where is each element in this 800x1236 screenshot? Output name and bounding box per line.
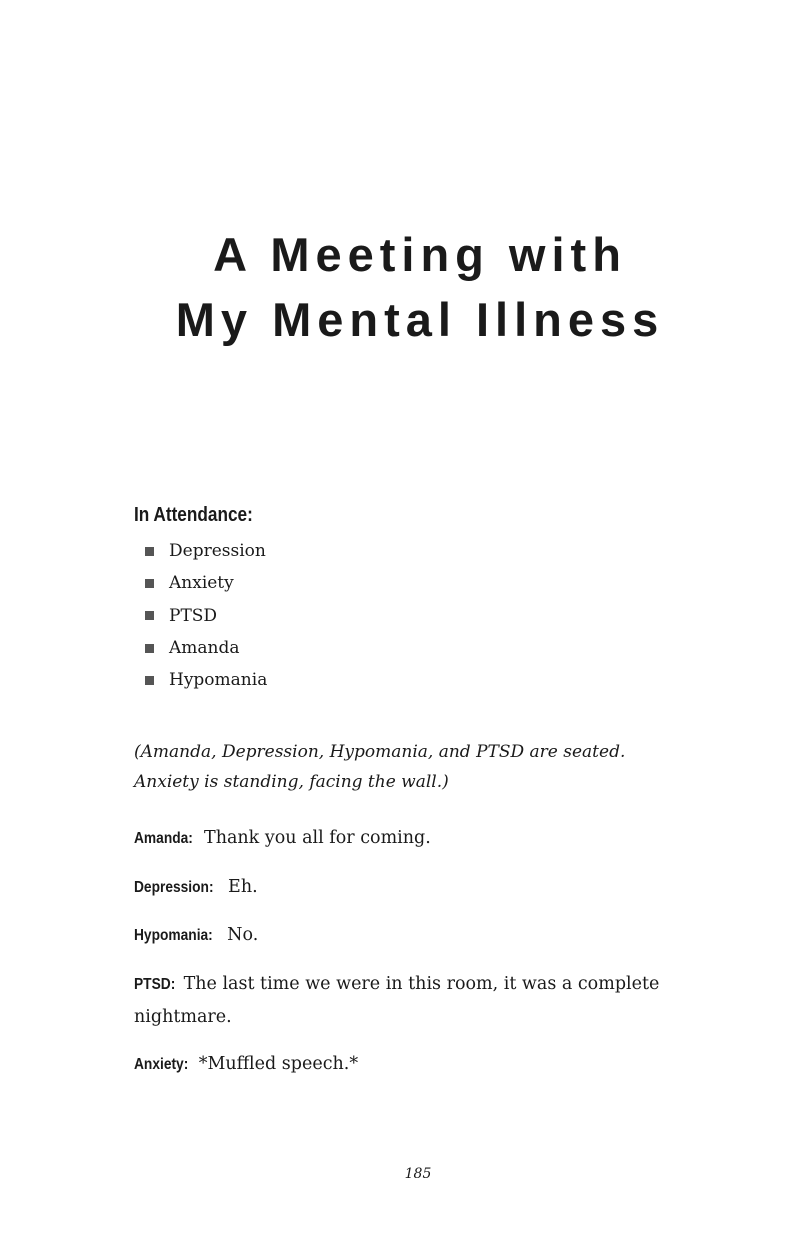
attendee-name: Anxiety	[169, 573, 234, 594]
chapter-title-line-2: My Mental Illness	[175, 293, 665, 346]
page-number: 185	[404, 1166, 432, 1182]
attendee-item	[145, 567, 267, 599]
dialogue-text: No.	[227, 925, 259, 945]
attendee-item	[145, 664, 267, 696]
chapter-title	[0, 222, 800, 352]
dialogue-line-hypomania	[134, 919, 674, 952]
square-bullet-icon	[145, 611, 154, 620]
attendee-item	[145, 632, 267, 664]
speaker-name: Hypomania:	[134, 927, 213, 944]
attendee-name: Depression	[169, 541, 266, 562]
attendee-name: Amanda	[169, 638, 240, 659]
attendance-heading: In Attendance:	[134, 504, 253, 526]
square-bullet-icon	[145, 547, 154, 556]
attendee-list	[145, 535, 267, 696]
dialogue-line-anxiety	[134, 1048, 674, 1081]
square-bullet-icon	[145, 676, 154, 685]
dialogue-line-ptsd	[134, 968, 674, 1033]
chapter-title-line-1: A Meeting with	[213, 228, 627, 281]
stage-direction: (Amanda, Depression, Hypomania, and PTSD are seated. Anxiety is standing, facing the wall.)	[134, 742, 626, 792]
attendee-item	[145, 535, 267, 567]
dialogue-line-amanda	[134, 822, 674, 855]
dialogue-line-depression	[134, 871, 674, 904]
dialogue-text: The last time we were in this room, it was a complete nightmare.	[134, 974, 660, 1027]
square-bullet-icon	[145, 644, 154, 653]
speaker-name: Depression:	[134, 879, 214, 896]
speaker-name: Anxiety:	[134, 1056, 189, 1073]
square-bullet-icon	[145, 579, 154, 588]
attendee-name: PTSD	[169, 605, 218, 626]
speaker-name: PTSD:	[134, 976, 176, 993]
attendee-name: Hypomania	[169, 670, 268, 691]
dialogue-text: Thank you all for coming.	[204, 828, 431, 848]
dialogue-text: *Muffled speech.*	[198, 1054, 359, 1074]
speaker-name: Amanda:	[134, 830, 193, 847]
attendee-item	[145, 600, 267, 632]
dialogue-text: Eh.	[228, 877, 258, 897]
